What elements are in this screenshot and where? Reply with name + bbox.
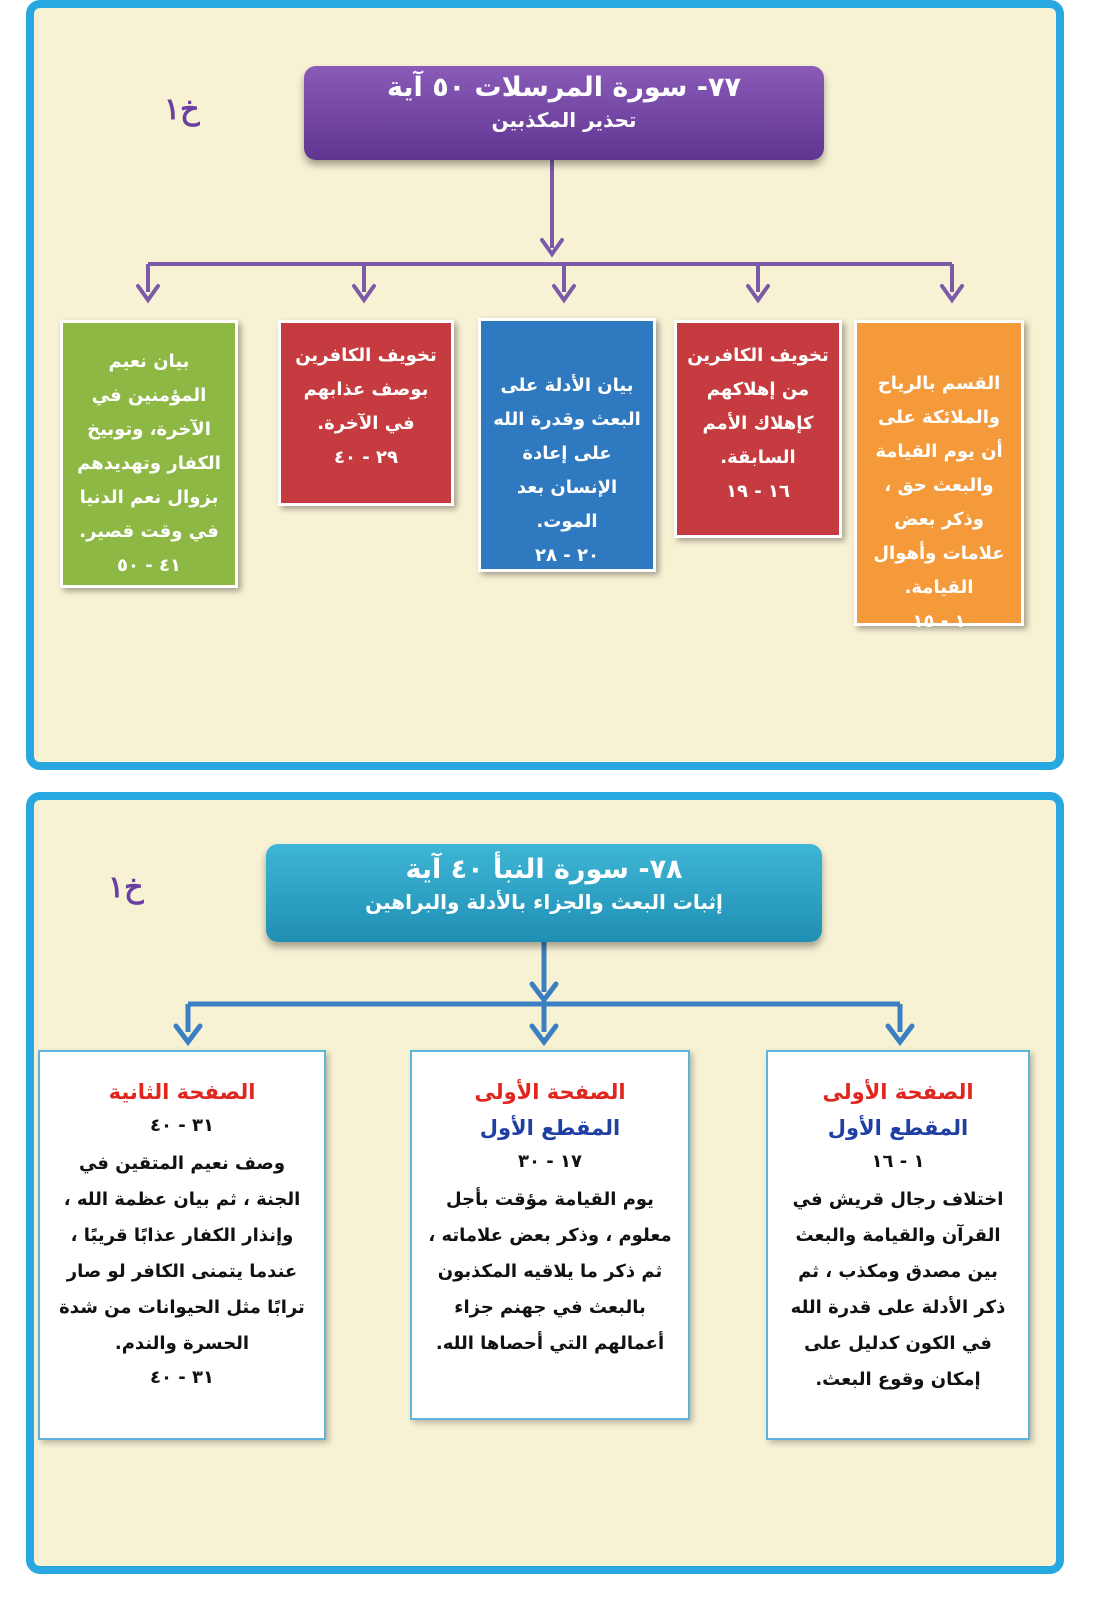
section-box-1 — [766, 1050, 1030, 1440]
section-box-3 — [38, 1050, 326, 1440]
surah-mursalat-panel — [26, 0, 1064, 770]
topic-text: بيان الأدلة على البعث وقدرة الله على إعادة الإنسان بعد الموت. — [493, 375, 641, 532]
section-text: اختلاف رجال قريش في القرآن والقيامة والبعث بين مصدق ومكذب ، ثم ذكر الأدلة على قدرة الله في الكون كدليل على إمكان وقوع البعث. — [790, 1189, 1006, 1390]
surah-naba-panel — [26, 792, 1064, 1574]
page-heading: الصفحة الثانية — [108, 1080, 256, 1104]
verse-range: ٣١ - ٤٠ — [150, 1115, 214, 1136]
topic-box-3 — [478, 318, 656, 572]
topic-text: تخويف الكافرين بوصف عذابهم في الآخرة. — [295, 345, 437, 434]
topic-text: بيان نعيم المؤمنين في الآخرة، وتوبيخ الكفار وتهديدهم بزوال نعم الدنيا في وقت قصير. — [77, 351, 221, 542]
topic-box-4 — [278, 320, 454, 506]
section-text: يوم القيامة مؤقت بأجل معلوم ، وذكر بعض علاماته ، ثم ذكر ما يلاقيه المكذبون بالبعث في جهنم جزاء أعمالهم التي أحصاها الله. — [428, 1189, 672, 1354]
section-marker: خ١ — [164, 92, 200, 127]
verse-range: ١ - ١٦ — [871, 1151, 925, 1172]
verse-range: ٢٠ - ٢٨ — [535, 545, 599, 566]
topic-text: تخويف الكافرين من إهلاكهم كإهلاك الأمم السابقة. — [687, 345, 829, 468]
verse-range: ١٧ - ٣٠ — [518, 1151, 582, 1172]
page-heading: الصفحة الأولى — [822, 1080, 974, 1104]
topic-text: القسم بالرياح والملائكة على أن يوم القيامة والبعث حق ، وذكر بعض علامات وأهوال القيامة. — [873, 373, 1005, 598]
verse-range: ١٦ - ١٩ — [726, 481, 790, 502]
section-text: وصف نعيم المتقين في الجنة ، ثم بيان عظمة الله ، وإنذار الكفار عذابًا قريبًا ، عندما يتمنى الكافر لو صار ترابًا مثل الحيوانات من شدة الحسرة والندم. — [59, 1153, 305, 1354]
topic-box-2 — [674, 320, 842, 538]
segment-heading: المقطع الأول — [479, 1116, 621, 1140]
surah-title: ٧٨- سورة النبأ ٤٠ آية — [405, 854, 683, 885]
topic-box-5 — [60, 320, 238, 588]
section-marker: خ١ — [108, 870, 144, 905]
verse-range-footer: ٣١ - ٤٠ — [150, 1367, 214, 1388]
surah-theme: تحذير المكذبين — [491, 108, 637, 132]
verse-range: ١ - ١٥ — [912, 611, 966, 632]
verse-range: ٢٩ - ٤٠ — [334, 447, 398, 468]
surah-theme: إثبات البعث والجزاء بالأدلة والبراهين — [365, 890, 723, 914]
surah-title-box — [304, 66, 824, 160]
surah-title-box — [266, 844, 822, 942]
verse-range: ٤١ - ٥٠ — [117, 555, 181, 576]
segment-heading: المقطع الأول — [827, 1116, 969, 1140]
surah-title: ٧٧- سورة المرسلات ٥٠ آية — [387, 72, 741, 103]
page-heading: الصفحة الأولى — [474, 1080, 626, 1104]
section-box-2 — [410, 1050, 690, 1420]
topic-box-1 — [854, 320, 1024, 632]
